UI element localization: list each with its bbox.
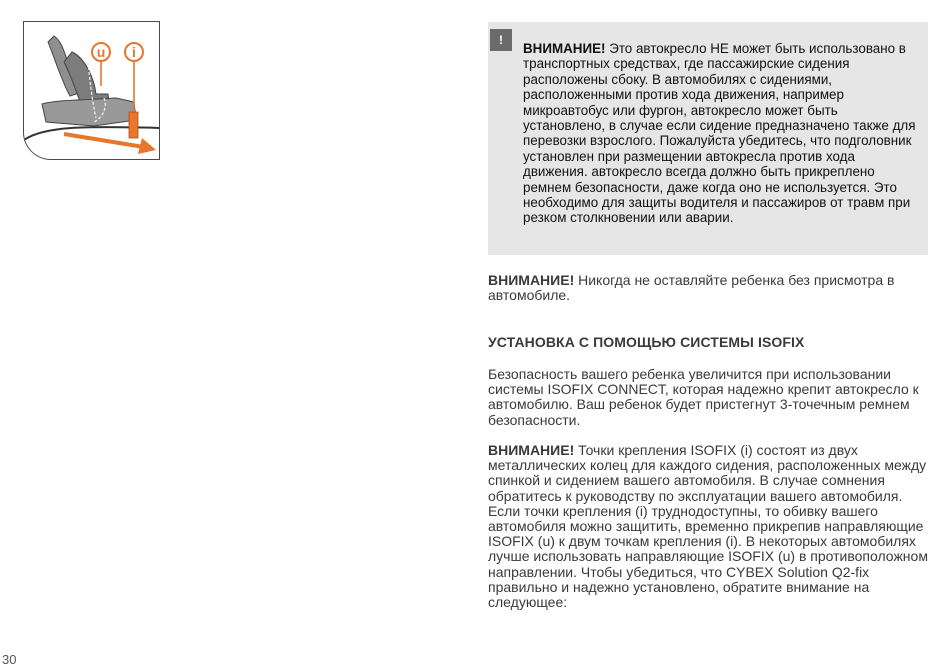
child-warning-lead: ВНИМАНИЕ! (488, 272, 575, 288)
intro-paragraph: Безопасность вашего ребенка увеличится при использовании системы ISOFIX CONNECT, которая надежно крепит автокресло к автомобилю. Ваш ребенок будет пристегнут 3-точечным ремнем безопасности. (488, 366, 919, 428)
isofix-warning-lead: ВНИМАНИЕ! (488, 442, 575, 458)
isofix-illustration (23, 21, 160, 160)
warning-box (488, 22, 928, 255)
warning-icon: ! (490, 29, 512, 51)
isofix-warning-body: Точки крепления ISOFIX (i) состоят из двух металлических колец для каждого сидения, расположенных между спинкой и сидением вашего автомобиля. В случае сомнения обратитесь к руководству по эксплуатации вашего автомобиля. Если точки крепления (i) труднодоступны, то обивку вашего автомобиля можно защитить, временно прикрепив направляющие ISOFIX (u) к двум точкам крепления (i). В некоторых автомобилях лучше использовать направляющие ISOFIX (u) в противоположном направлении. Чтобы убедиться, что CYBEX Solution Q2-fix правильно и надежно установлено, обратите внимание на следующее: (488, 442, 928, 611)
warning-box-body: Это автокресло НЕ может быть использовано в транспортных средствах, где пассажирские сидения расположены сбоку. В автомобилях с сидениями, расположенными против хода движения, например микроавтобус или фургон, автокресло может быть установлено, в случае если сидение предназначено также для перевозки взрослого. Пожалуйста убедитесь, что подголовник установлен при размещении автокресла против хода движения. автокресло всегда должно быть прикреплено ремнем безопасности, даже когда оно не используется. Это необходимо для защиты водителя и пассажиров от травм при резком столкновении или аварии. (523, 41, 916, 226)
section-heading: УСТАНОВКА С ПОМОЩЬЮ СИСТЕМЫ ISOFIX (488, 334, 805, 350)
warning-box-text (523, 41, 918, 226)
warning-box-lead: ВНИМАНИЕ! (523, 41, 606, 56)
page-number: 30 (2, 652, 17, 667)
car-seat-isofix-diagram (24, 22, 160, 160)
child-warning (488, 273, 933, 303)
label-u: u (96, 44, 106, 60)
isofix-warning (488, 443, 933, 610)
label-i: i (132, 44, 136, 60)
child-warning-body: Никогда не оставляйте ребенка без присмотра в автомобиле. (488, 272, 895, 304)
